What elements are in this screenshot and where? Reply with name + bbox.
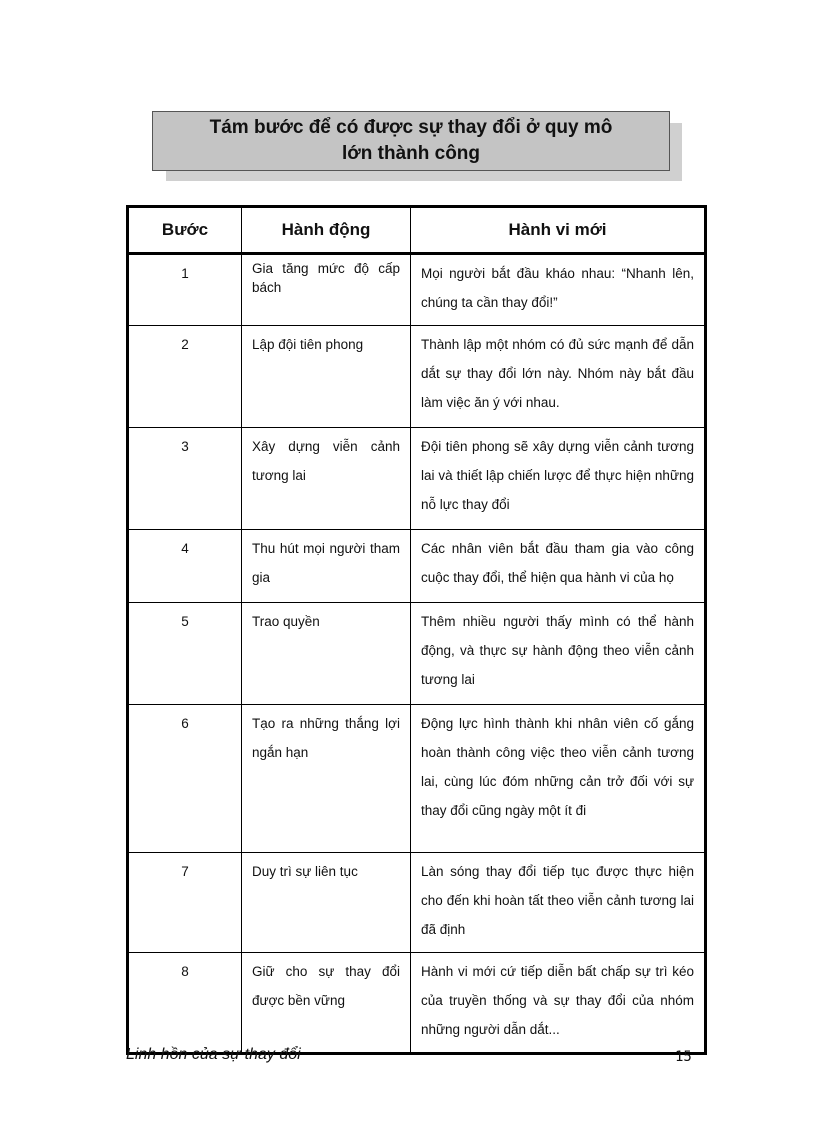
table-header-row (128, 207, 706, 254)
step-action: Lập đội tiên phong (242, 326, 411, 428)
table-row (128, 853, 706, 953)
step-behavior: Mọi người bắt đầu kháo nhau: “Nhanh lên, chúng ta cần thay đổi!” (411, 254, 706, 326)
header-step: Bước (128, 207, 242, 254)
step-number: 4 (128, 530, 242, 603)
step-action: Gia tăng mức độ cấp bách (242, 254, 411, 326)
page-title (152, 111, 670, 171)
header-behavior: Hành vi mới (411, 207, 706, 254)
step-behavior: Hành vi mới cứ tiếp diễn bất chấp sự trì kéo của truyền thống và sự thay đổi của nhóm những người dẫn dắt... (411, 953, 706, 1054)
header-action: Hành động (242, 207, 411, 254)
table-row (128, 254, 706, 326)
table-row (128, 530, 706, 603)
step-behavior: Thành lập một nhóm có đủ sức mạnh để dẫn dắt sự thay đổi lớn này. Nhóm này bắt đầu làm việc ăn ý với nhau. (411, 326, 706, 428)
step-number: 1 (128, 254, 242, 326)
step-behavior: Động lực hình thành khi nhân viên cố gắng hoàn thành công việc theo viễn cảnh tương lai, cùng lúc đóm những cản trở đối với sự thay đổi cũng ngày một ít đi (411, 705, 706, 853)
step-number: 7 (128, 853, 242, 953)
step-behavior: Các nhân viên bắt đầu tham gia vào công cuộc thay đổi, thể hiện qua hành vi của họ (411, 530, 706, 603)
step-action: Trao quyền (242, 603, 411, 705)
table-row (128, 326, 706, 428)
step-action: Duy trì sự liên tục (242, 853, 411, 953)
title-line-1: Tám bước để có được sự thay đổi ở quy mô (209, 117, 613, 138)
page-number: 15 (675, 1049, 692, 1065)
steps-table (126, 205, 707, 1055)
table-row (128, 953, 706, 1054)
step-action: Thu hút mọi người tham gia (242, 530, 411, 603)
step-action: Tạo ra những thắng lợi ngắn hạn (242, 705, 411, 853)
footer-book-title: Linh hồn của sự thay đổi (126, 1046, 301, 1063)
table-row (128, 603, 706, 705)
step-action: Giữ cho sự thay đổi được bền vững (242, 953, 411, 1054)
step-behavior: Thêm nhiều người thấy mình có thể hành động, và thực sự hành động theo viễn cảnh tương lai (411, 603, 706, 705)
table-row (128, 428, 706, 530)
step-number: 8 (128, 953, 242, 1054)
step-number: 3 (128, 428, 242, 530)
step-number: 6 (128, 705, 242, 853)
title-line-2: lớn thành công (341, 143, 481, 164)
step-number: 2 (128, 326, 242, 428)
step-behavior: Đội tiên phong sẽ xây dựng viễn cảnh tương lai và thiết lập chiến lược để thực hiện những nỗ lực thay đổi (411, 428, 706, 530)
table-row (128, 705, 706, 853)
step-action: Xây dựng viễn cảnh tương lai (242, 428, 411, 530)
step-number: 5 (128, 603, 242, 705)
step-behavior: Làn sóng thay đổi tiếp tục được thực hiện cho đến khi hoàn tất theo viễn cảnh tương lai đã định (411, 853, 706, 953)
